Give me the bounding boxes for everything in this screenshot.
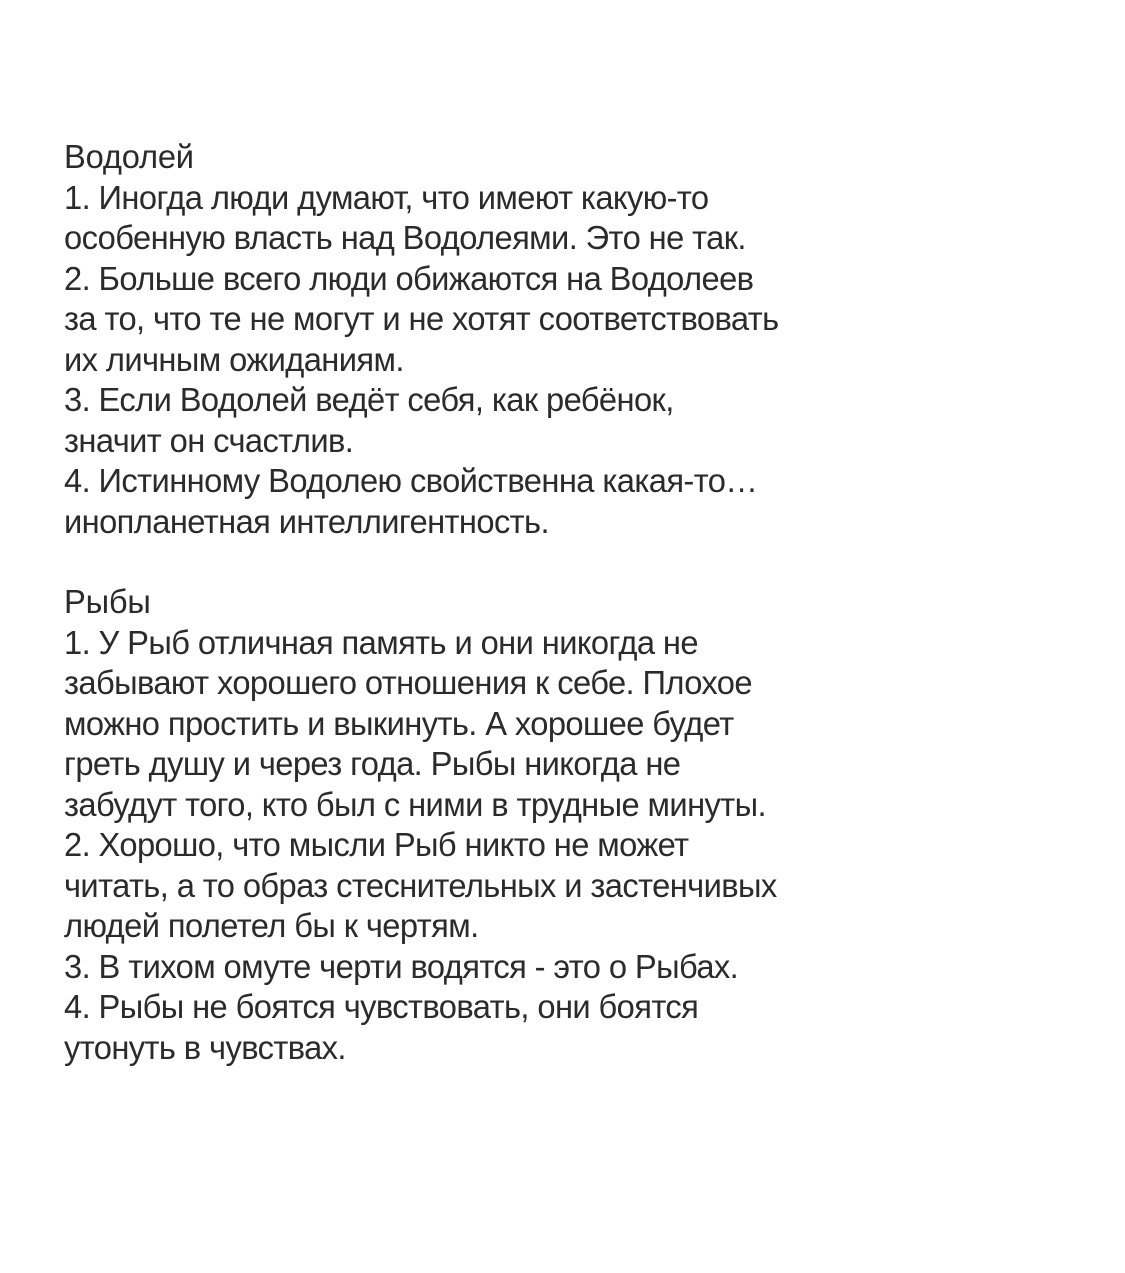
section-pisces bbox=[64, 582, 1074, 1068]
text-line: 4. Истинному Водолею свойственна какая-то… bbox=[64, 462, 758, 499]
text-line: 1. У Рыб отличная память и они никогда не bbox=[64, 623, 698, 661]
text-line: за то, что те не могут и не хотят соответствовать bbox=[64, 300, 779, 337]
text-line: утонуть в чувствах. bbox=[64, 1028, 346, 1066]
text-line: людей полетел бы к чертям. bbox=[64, 907, 479, 944]
text-line: 1. Иногда люди думают, что имеют какую-то bbox=[64, 178, 709, 216]
text-line: их личным ожиданиям. bbox=[64, 340, 404, 378]
section-title: Рыбы bbox=[64, 583, 151, 620]
text-line: значит он счастлив. bbox=[64, 421, 354, 459]
text-line: 3. Если Водолей ведёт себя, как ребёнок, bbox=[64, 381, 674, 418]
section-aquarius bbox=[64, 137, 1074, 542]
text-line: читать, а то образ стеснительных и застенчивых bbox=[64, 866, 777, 904]
text-line: 4. Рыбы не боятся чувствовать, они боятся bbox=[64, 988, 699, 1025]
text-line: можно простить и выкинуть. А хорошее будет bbox=[64, 704, 734, 742]
text-line: греть душу и через года. Рыбы никогда не bbox=[64, 745, 681, 782]
text-line: забудут того, кто был с ними в трудные минуты. bbox=[64, 785, 767, 823]
document-body bbox=[64, 137, 1074, 1068]
text-line: 3. В тихом омуте черти водятся - это о Рыбах. bbox=[64, 947, 739, 985]
text-line: забывают хорошего отношения к себе. Плохое bbox=[64, 664, 752, 701]
text-line: особенную власть над Водолеями. Это не так. bbox=[64, 219, 746, 256]
text-line: 2. Хорошо, что мысли Рыб никто не может bbox=[64, 826, 689, 863]
text-line: 2. Больше всего люди обижаются на Водолеев bbox=[64, 259, 754, 297]
text-line: инопланетная интеллигентность. bbox=[64, 502, 549, 540]
section-title: Водолей bbox=[64, 138, 194, 175]
